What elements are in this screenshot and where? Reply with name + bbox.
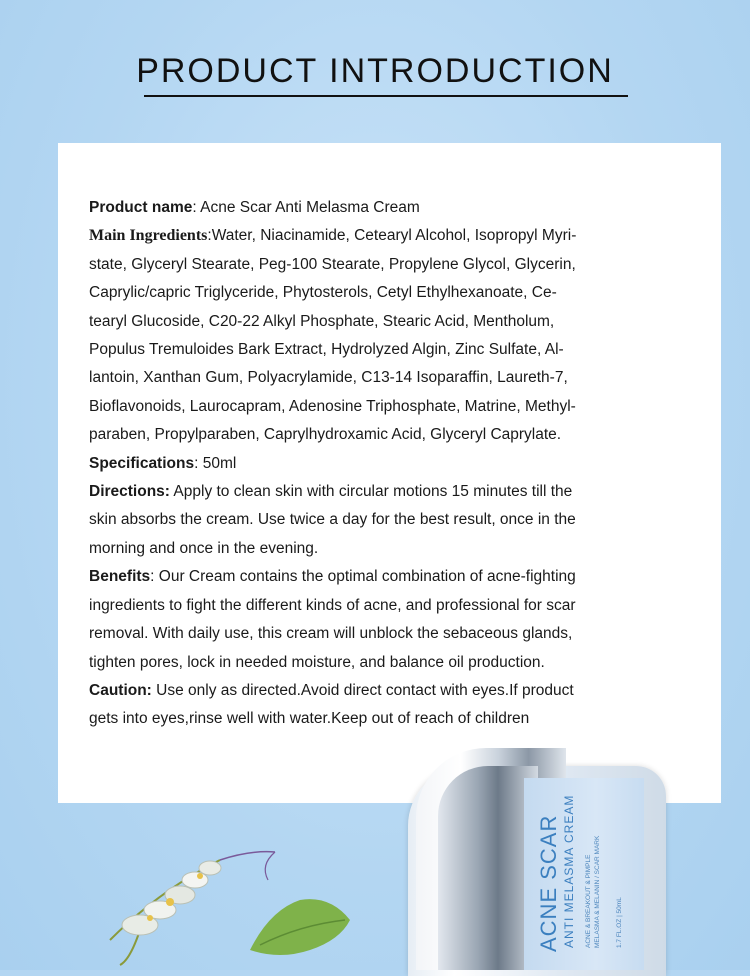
caution-block (89, 677, 689, 734)
caution-label: Caution: (89, 681, 152, 699)
benefits-line: : Our Cream contains the optimal combination of acne-fighting (150, 568, 576, 586)
title-underline (144, 95, 628, 97)
ingredients-line: Populus Tremuloides Bark Extract, Hydrolyzed Algin, Zinc Sulfate, Al- (89, 341, 564, 359)
jar-small-line: MELASMA & MELANIN / SCAR MARK (594, 835, 601, 948)
benefits-line: tighten pores, lock in needed moisture, and balance oil production. (89, 653, 545, 671)
directions-line: skin absorbs the cream. Use twice a day for the best result, once in the (89, 511, 576, 529)
benefits-line: removal. With daily use, this cream will unblock the sebaceous glands, (89, 625, 573, 643)
specifications-label: Specifications (89, 454, 195, 472)
ingredients-line: Bioflavonoids, Laurocapram, Adenosine Triphosphate, Matrine, Methyl- (89, 397, 576, 415)
main-ingredients-label: Main Ingredients (89, 227, 208, 245)
benefits-label: Benefits (89, 568, 151, 586)
main-ingredients-block (89, 222, 689, 449)
product-info (89, 194, 689, 734)
specifications-row (89, 450, 689, 478)
flower-decoration (100, 830, 420, 970)
ingredients-line: Caprylic/capric Triglyceride, Phytosterols, Cetyl Ethylhexanoate, Ce- (89, 284, 557, 302)
specifications-value: : 50ml (194, 454, 237, 472)
page-title: PRODUCT INTRODUCTION (136, 52, 614, 90)
directions-label: Directions: (89, 483, 170, 501)
jar-subtitle: ANTI MELASMA CREAM (562, 794, 576, 948)
directions-line: morning and once in the evening. (89, 539, 319, 557)
product-name-label: Product name (89, 199, 193, 216)
benefits-block (89, 563, 689, 677)
jar-small-line: ACNE & BREAKOUT & PIMPLE (585, 854, 592, 948)
jar-cap-inner (438, 766, 538, 970)
product-name-value: : Acne Scar Anti Melasma Cream (192, 199, 420, 216)
directions-line: Apply to clean skin with circular motions 15 minutes till the (169, 483, 573, 501)
directions-block (89, 478, 689, 563)
ingredients-line: lantoin, Xanthan Gum, Polyacrylamide, C13-14 Isoparaffin, Laureth-7, (89, 369, 568, 387)
jar-label-text (536, 794, 623, 952)
caution-line: gets into eyes,rinse well with water.Keep out of reach of children (89, 710, 530, 728)
jar-small-text (584, 836, 602, 948)
ingredients-line: tearyl Glucoside, C20-22 Alkyl Phosphate, Stearic Acid, Mentholum, (89, 312, 555, 330)
jar-brand: ACNE SCAR (536, 814, 561, 952)
ingredients-line: state, Glyceryl Stearate, Peg-100 Stearate, Propylene Glycol, Glycerin, (89, 255, 576, 273)
benefits-line: ingredients to fight the different kinds of acne, and professional for scar (89, 596, 576, 614)
jar-volume: 1.7 FL.OZ | 50mL (616, 897, 623, 948)
ingredients-line: :Water, Niacinamide, Cetearyl Alcohol, Isopropyl Myri- (207, 227, 577, 245)
ingredients-line: paraben, Propylparaben, Caprylhydroxamic Acid, Glyceryl Caprylate. (89, 426, 562, 444)
product-name-row (89, 194, 689, 222)
caution-line: Use only as directed.Avoid direct contact with eyes.If product (151, 681, 574, 699)
product-jar (408, 748, 670, 970)
